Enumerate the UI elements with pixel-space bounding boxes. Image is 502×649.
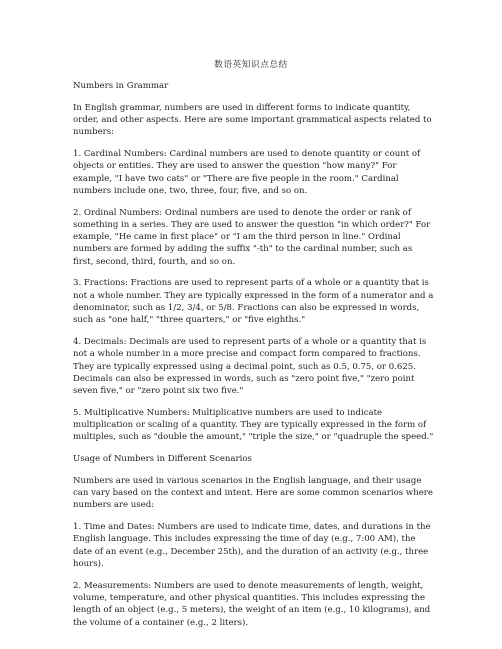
document-title: 数语英知识点总结 [214, 60, 288, 70]
list-item: 2. Ordinal Numbers: Ordinal numbers are used to denote the order or rank of something in a series. They are used to answer the question "in which order?" For example, "He came in first place" or "I am the third person in line." Ordinal numbers are formed by adding the suffix "-th" to the cardinal number, such as first, second, third, fourth, and so on. [73, 207, 431, 267]
section-intro: In English grammar, numbers are used in different forms to indicate quantity, order, and other aspects. Here are some important grammatical aspects related to numbers: [73, 102, 432, 138]
list-item: 2. Measurements: Numbers are used to denote measurements of length, weight, volume, temperature, and other physical quantities. This includes expressing the length of an object (e.g., 5 meters), the weight of an item (e.g., 10 kilograms), and the volume of a container (e.g., 2 liters). [73, 580, 431, 628]
section-heading: Numbers in Grammar [73, 81, 169, 91]
list-item: 5. Multiplicative Numbers: Multiplicative numbers are used to indicate multiplication or scaling of a quantity. They are typically expressed in the form of multiples, such as "double the amount," "triple the size," or "quadruple the speed." [73, 407, 434, 443]
section-heading: Usage of Numbers in Different Scenarios [73, 454, 252, 465]
document-body [73, 80, 435, 638]
list-item: 1. Cardinal Numbers: Cardinal numbers are used to denote quantity or count of objects or entities. They are used to answer the question "how many?" For example, "I have two cats" or "There are five people in the room." Cardinal numbers include one, two, three, four, five, and so on. [73, 148, 421, 196]
list-item: 4. Decimals: Decimals are used to represent parts of a whole or a quantity that is not a whole number in a more precise and compact form compared to fractions. They are typically expressed using a decimal point, such as 0.5, 0.75, or 0.625. Decimals can also be expressed in words, such as "zero point five," "zero point seven five," or "zero point six two five." [73, 337, 427, 397]
list-item: 3. Fractions: Fractions are used to represent parts of a whole or a quantity that is not a whole number. They are typically expressed in the form of a numerator and a denominator, such as 1/2, 3/4, or 5/8. Fractions can also be expressed in words, such as "one half," "three quarters," or "five eighths." [73, 278, 434, 326]
list-item: 1. Time and Dates: Numbers are used to indicate time, dates, and durations in the English language. This includes expressing the time of day (e.g., 7:00 AM), the date of an event (e.g., December 25th), and the duration of an activity (e.g., three hours). [73, 522, 431, 570]
section-intro: Numbers are used in various scenarios in the English language, and their usage can vary based on the context and intent. Here are some common scenarios where numbers are used: [73, 475, 433, 511]
